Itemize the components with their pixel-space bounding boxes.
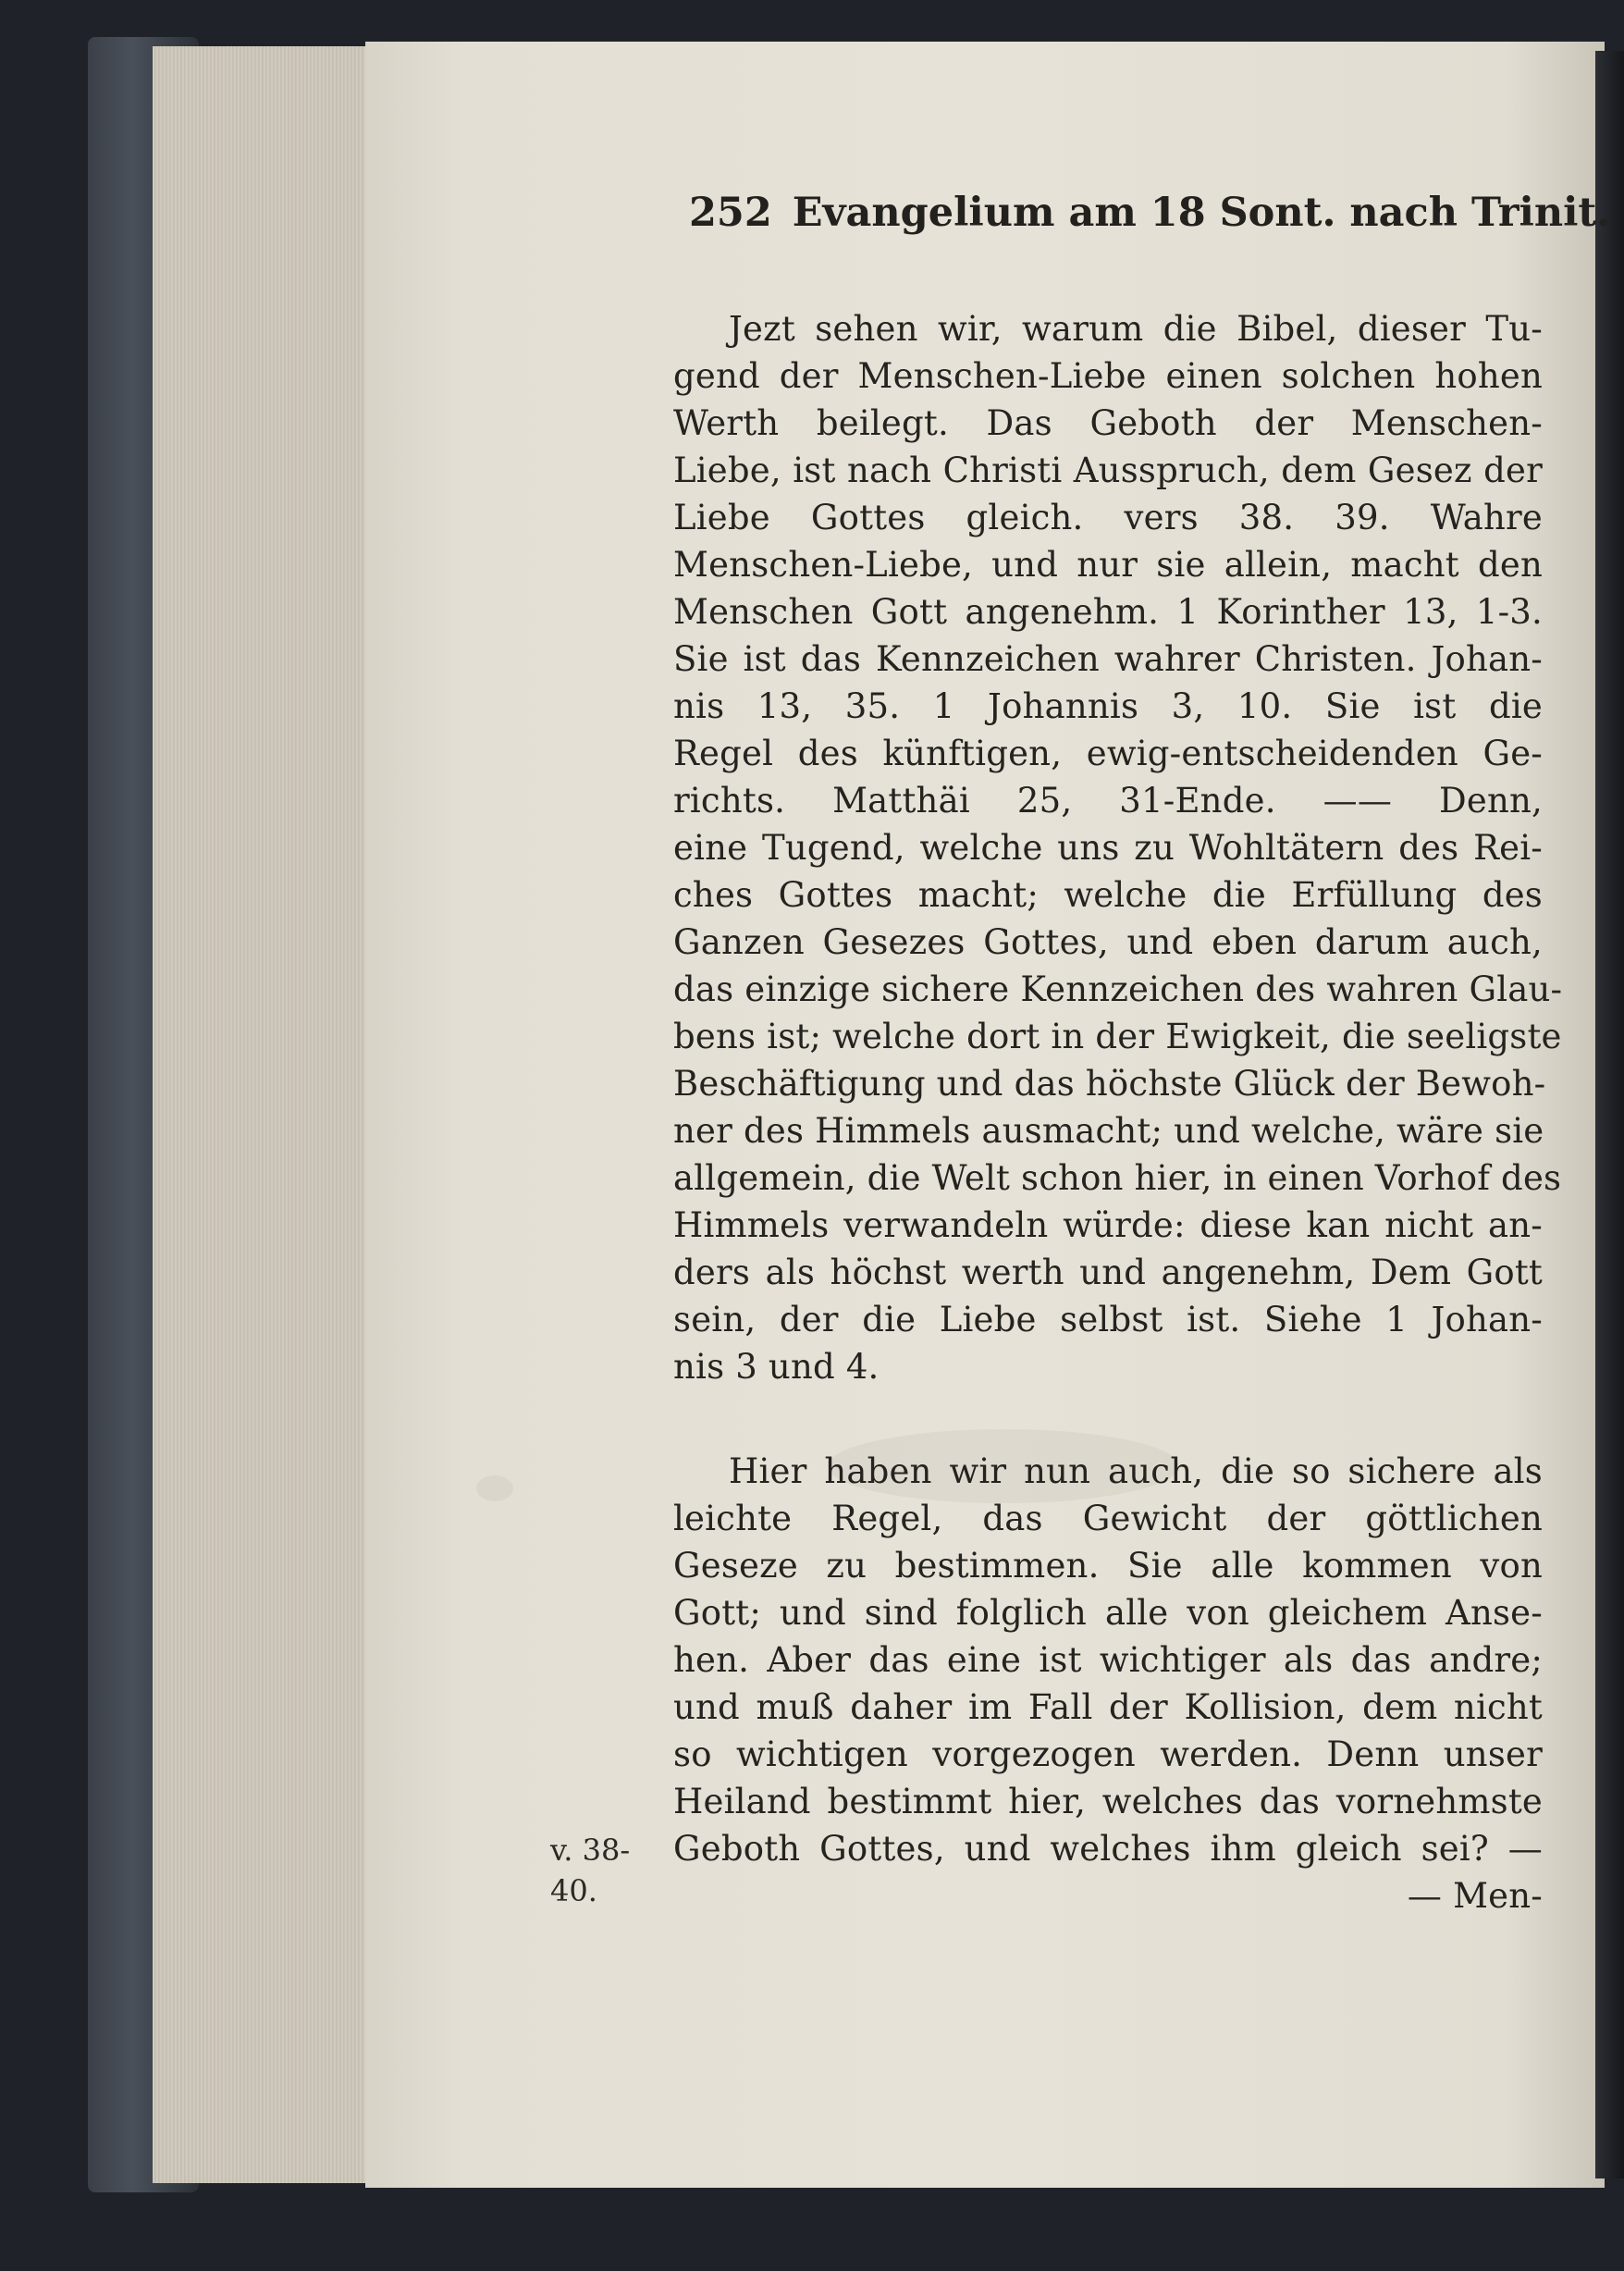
text-line: ders als höchst werth und angenehm, Dem Gott (673, 1253, 1543, 1292)
text-line: Werth beilegt. Das Geboth der Menschen- (673, 403, 1543, 443)
text-line: Hier haben wir nun auch, die so sichere als (729, 1451, 1543, 1491)
running-head (689, 190, 1611, 236)
text-line: Sie ist das Kennzeichen wahrer Christen. Johan- (673, 639, 1543, 679)
text-line: hen. Aber das eine ist wichtiger als das andre; (673, 1640, 1543, 1680)
text-line: Menschen-Liebe, und nur sie allein, macht den (673, 545, 1543, 585)
page-stack-edge (153, 46, 367, 2183)
text-line: und muß daher im Fall der Kollision, dem nicht (673, 1687, 1543, 1727)
margin-note-line: 40. (550, 1873, 597, 1908)
text-line: Beschäftigung und das höchste Glück der Bewoh- (673, 1064, 1546, 1104)
margin-note-line: v. 38- (550, 1833, 631, 1868)
text-line: eine Tugend, welche uns zu Wohltätern des Rei- (673, 828, 1543, 868)
text-line: leichte Regel, das Gewicht der göttlichen (673, 1499, 1543, 1538)
text-line: Liebe, ist nach Christi Ausspruch, dem Gesez der (673, 450, 1543, 490)
text-line: Menschen Gott angenehm. 1 Korinther 13, 1-3. (673, 592, 1543, 632)
text-line: Regel des künftigen, ewig-entscheidenden Ge- (673, 734, 1543, 773)
page-smudge (476, 1475, 513, 1501)
page-number: 252 (689, 190, 772, 236)
text-line: bens ist; welche dort in der Ewigkeit, die seeligste (673, 1017, 1562, 1056)
margin-note (550, 1830, 630, 1911)
text-line: gend der Menschen-Liebe einen solchen hohen (673, 356, 1543, 396)
running-head-title: Evangelium am 18 Sont. nach Trinit. (792, 190, 1611, 236)
paragraph-2 (673, 1448, 1543, 1919)
text-line: richts. Matthäi 25, 31-Ende. —— Denn, (673, 781, 1543, 821)
text-line: Heiland bestimmt hier, welches das vornehmste (673, 1782, 1543, 1821)
text-line: Liebe Gottes gleich. vers 38. 39. Wahre (673, 498, 1543, 537)
text-line: so wichtigen vorgezogen werden. Denn unser (673, 1734, 1543, 1774)
text-line: ner des Himmels ausmacht; und welche, wäre sie (673, 1111, 1544, 1151)
text-line: nis 13, 35. 1 Johannis 3, 10. Sie ist die (673, 686, 1543, 726)
text-line: allgemein, die Welt schon hier, in einen Vorhof des (673, 1158, 1562, 1198)
text-line: Gott; und sind folglich alle von gleichem Anse- (673, 1593, 1543, 1633)
text-line: Ganzen Gesezes Gottes, und eben darum auch, (673, 922, 1543, 962)
text-line: Geseze zu bestimmen. Sie alle kommen von (673, 1546, 1543, 1586)
text-line: Himmels verwandeln würde: diese kan nicht an- (673, 1205, 1543, 1245)
right-page-edge (1595, 51, 1624, 2178)
paragraph-1 (673, 305, 1563, 1390)
text-line: ches Gottes macht; welche die Erfüllung des (673, 875, 1543, 915)
text-line: Jezt sehen wir, warum die Bibel, dieser Tu- (729, 309, 1543, 349)
text-line: Geboth Gottes, und welches ihm gleich sei? — (673, 1829, 1543, 1869)
catchword-line: — Men- (1407, 1876, 1543, 1916)
text-line: nis 3 und 4. (673, 1347, 880, 1387)
text-line: sein, der die Liebe selbst ist. Siehe 1 Johan- (673, 1300, 1543, 1339)
text-line: das einzige sichere Kennzeichen des wahren Glau- (673, 969, 1563, 1009)
